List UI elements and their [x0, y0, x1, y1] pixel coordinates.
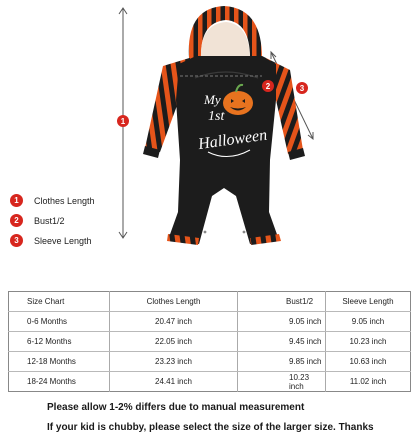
- clothes-length-cell: 24.41 inch: [110, 372, 238, 392]
- svg-text:1: 1: [120, 117, 126, 126]
- size-cell: 18-24 Months: [9, 372, 110, 392]
- size-cell: 0-6 Months: [9, 312, 110, 332]
- marker-1: [117, 115, 129, 127]
- print-text-halloween: Halloween: [197, 126, 269, 154]
- table-row: [9, 372, 411, 392]
- bust-cell: 10.23 inch: [238, 372, 326, 392]
- legend-item-sleeve-length: [10, 231, 210, 250]
- table-row: [9, 312, 411, 332]
- header-size-chart: Size Chart: [9, 292, 110, 312]
- bust-cell: 9.45 inch: [238, 332, 326, 352]
- table-row: [9, 352, 411, 372]
- print-text-my: My: [204, 92, 221, 107]
- marker-2: [262, 80, 274, 92]
- measurement-legend: [10, 191, 210, 251]
- sleeve-length-cell: 11.02 inch: [349, 377, 387, 386]
- clothes-length-cell: 20.47 inch: [110, 312, 238, 332]
- legend-label: Bust1/2: [34, 215, 65, 226]
- legend-label: Sleeve Length: [34, 235, 92, 246]
- clothes-length-cell: 22.05 inch: [110, 332, 238, 352]
- measurement-note: Please allow 1-2% differs due to manual measurement: [47, 402, 305, 413]
- size-chart-table: [8, 291, 411, 392]
- svg-text:2: 2: [265, 82, 271, 91]
- table-row: [9, 332, 411, 352]
- header-clothes-length: Clothes Length: [110, 292, 238, 312]
- header-bust: Bust1/2: [238, 292, 326, 312]
- marker-3: [296, 82, 308, 94]
- bust-cell: 9.05 inch: [238, 312, 326, 332]
- legend-item-bust: [10, 211, 210, 230]
- legend-label: Clothes Length: [34, 195, 95, 206]
- legend-number-badge: 2: [10, 214, 23, 227]
- legend-item-clothes-length: [10, 191, 210, 210]
- svg-text:3: 3: [299, 84, 305, 93]
- legend-number-badge: 1: [10, 194, 23, 207]
- print-text-1st: 1st: [208, 109, 225, 124]
- size-cell: 12-18 Months: [9, 352, 110, 372]
- notes-section: [47, 400, 419, 434]
- sizing-note: If your kid is chubby, please select the size of the larger size. Thanks: [47, 422, 374, 433]
- table-header-row: [9, 292, 411, 312]
- sleeve-length-cell: 9.05 inch: [326, 312, 411, 332]
- size-cell: 6-12 Months: [9, 332, 110, 352]
- header-sleeve-length: Sleeve Length: [326, 292, 411, 312]
- sleeve-length-cell: 10.63 inch: [326, 352, 411, 372]
- legend-number-badge: 3: [10, 234, 23, 247]
- bust-cell: 9.85 inch: [238, 352, 326, 372]
- clothes-length-cell: 23.23 inch: [110, 352, 238, 372]
- sleeve-length-cell: 10.23 inch: [326, 332, 411, 352]
